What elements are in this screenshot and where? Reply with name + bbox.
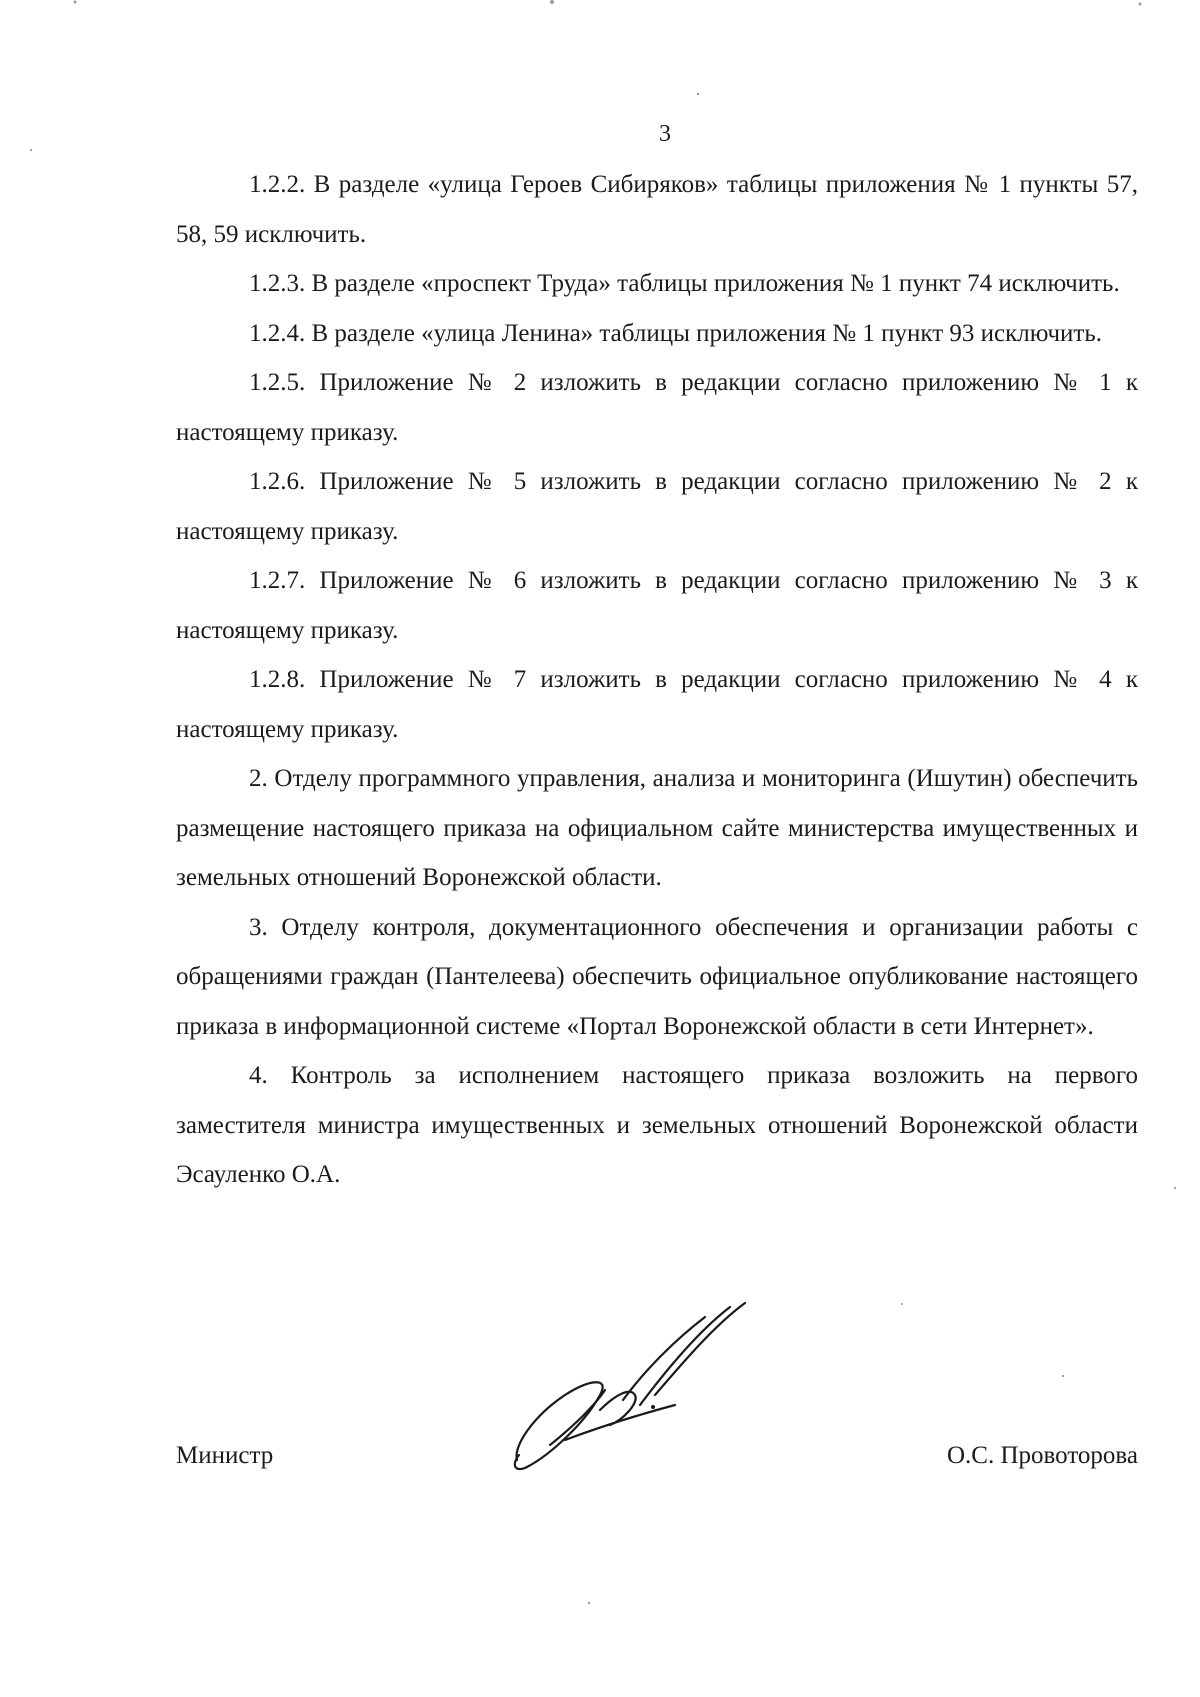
paragraph-1-2-8: 1.2.8. Приложение № 7 изложить в редакции согласно приложению № 4 к настоящему приказу. (176, 666, 1138, 743)
paragraph-1-2-2: 1.2.2. В разделе «улица Героев Сибиряков» таблицы приложения № 1 пункты 57, 58, 59 исключить. (176, 171, 1138, 248)
paragraph-1-2-7: 1.2.7. Приложение № 6 изложить в редакции согласно приложению № 3 к настоящему приказу. (176, 567, 1138, 644)
signatory-name: О.С. Провоторова (946, 1442, 1138, 1469)
signatory-title: Министр (176, 1442, 274, 1469)
paragraph-3: 3. Отделу контроля, документационного обеспечения и организации работы с обращениями граждан (Пантелеева) обеспечить официальное опубликование настоящего приказа в информационной системе «Портал Воронежской области в сети Интернет». (176, 913, 1138, 1040)
page-number: 3 (659, 121, 671, 147)
paragraph-2: 2. Отделу программного управления, анализа и мониторинга (Ишутин) обеспечить размещение настоящего приказа на официальном сайте министерства имущественных и земельных отношений Воронежской области. (176, 765, 1138, 891)
paragraph-1-2-5: 1.2.5. Приложение № 2 изложить в редакции согласно приложению № 1 к настоящему приказу. (176, 369, 1138, 446)
paragraph-1-2-3: 1.2.3. В разделе «проспект Труда» таблицы приложения № 1 пункт 74 исключить. (249, 270, 1120, 297)
paragraph-1-2-6: 1.2.6. Приложение № 5 изложить в редакции согласно приложению № 2 к настоящему приказу. (176, 468, 1138, 545)
paragraph-1-2-4: 1.2.4. В разделе «улица Ленина» таблицы приложения № 1 пункт 93 исключить. (249, 319, 1102, 347)
paragraph-4: 4. Контроль за исполнением настоящего приказа возложить на первого заместителя министра имущественных и земельных отношений Воронежской области Эсауленко О.А. (176, 1062, 1138, 1188)
